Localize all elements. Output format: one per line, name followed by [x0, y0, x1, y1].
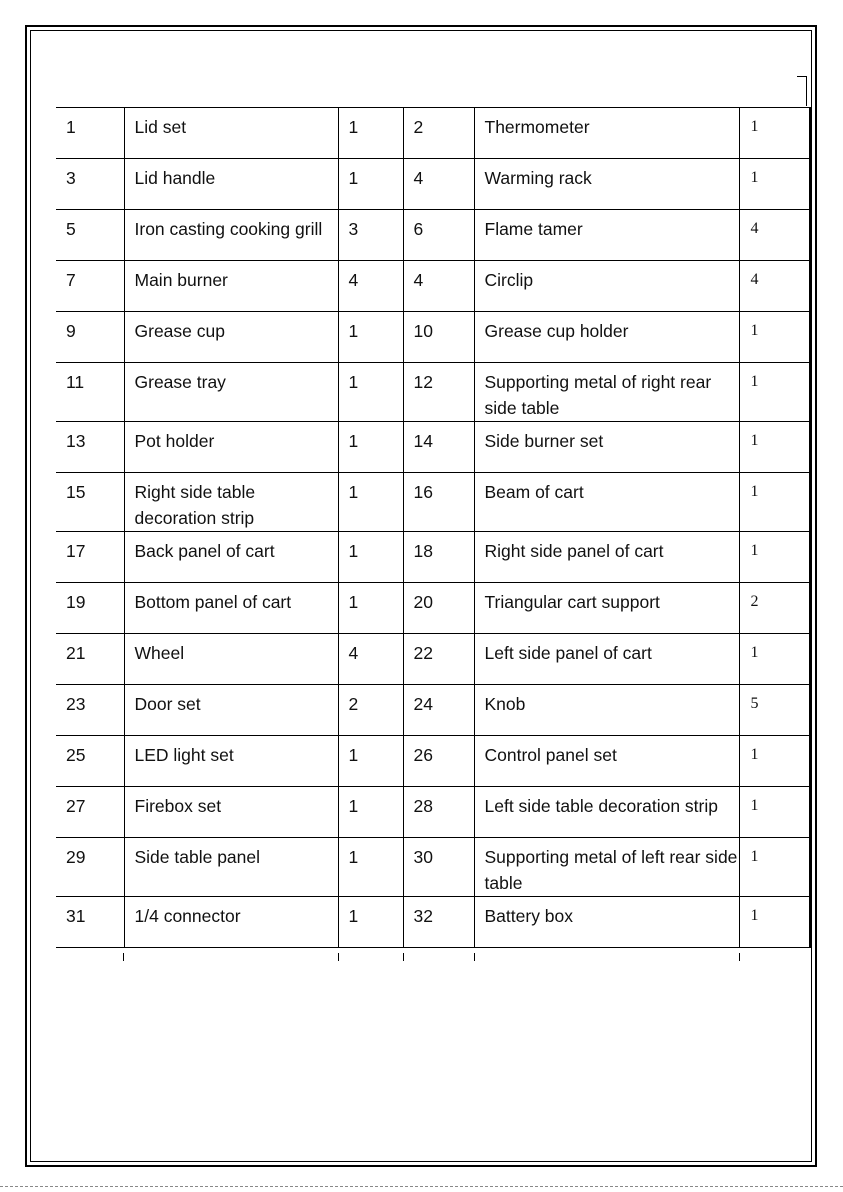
- quantity-cell: 4: [338, 634, 403, 685]
- part-name-cell: Side table panel: [124, 838, 338, 897]
- part-number-cell: 18: [403, 532, 474, 583]
- part-name-cell: Iron casting cooking grill: [124, 210, 338, 261]
- part-number-cell: 21: [56, 634, 124, 685]
- part-number-cell: 9: [56, 312, 124, 363]
- table-tail-line: [474, 953, 475, 961]
- header-no-clip: [56, 92, 122, 108]
- part-name-cell: Circlip: [474, 261, 739, 312]
- part-number-cell: 13: [56, 422, 124, 473]
- part-name-cell: Side burner set: [474, 422, 739, 473]
- part-name-cell: Wheel: [124, 634, 338, 685]
- part-number-cell: 4: [403, 261, 474, 312]
- quantity-cell: 1: [338, 838, 403, 897]
- quantity-cell: 1: [338, 363, 403, 422]
- quantity-cell: 1: [338, 897, 403, 948]
- part-name-cell: Warming rack: [474, 159, 739, 210]
- part-name-cell: Control panel set: [474, 736, 739, 787]
- part-number-cell: 20: [403, 583, 474, 634]
- quantity-cell: 1: [739, 838, 810, 897]
- quantity-cell: 1: [739, 473, 810, 532]
- part-number-cell: 24: [403, 685, 474, 736]
- page-bottom-edge: [0, 1186, 843, 1187]
- table-row: [56, 422, 810, 473]
- part-number-cell: 4: [403, 159, 474, 210]
- part-number-cell: 25: [56, 736, 124, 787]
- part-number-cell: 27: [56, 787, 124, 838]
- quantity-cell: 4: [739, 261, 810, 312]
- part-name-cell: Pot holder: [124, 422, 338, 473]
- quantity-cell: 1: [739, 159, 810, 210]
- quantity-cell: 1: [739, 422, 810, 473]
- table-row: [56, 108, 810, 159]
- header-no-b-clip: [403, 92, 473, 108]
- part-name-cell: Lid set: [124, 108, 338, 159]
- part-number-cell: 2: [403, 108, 474, 159]
- part-number-cell: 15: [56, 473, 124, 532]
- part-number-cell: 11: [56, 363, 124, 422]
- quantity-cell: 1: [739, 736, 810, 787]
- header-qty-clip: [338, 92, 402, 108]
- table-row: [56, 838, 810, 897]
- table-row: [56, 736, 810, 787]
- quantity-cell: 1: [338, 473, 403, 532]
- part-name-cell: Thermometer: [474, 108, 739, 159]
- part-name-cell: Flame tamer: [474, 210, 739, 261]
- part-name-cell: Lid handle: [124, 159, 338, 210]
- quantity-cell: 5: [739, 685, 810, 736]
- quantity-cell: 1: [739, 363, 810, 422]
- part-name-cell: Battery box: [474, 897, 739, 948]
- quantity-cell: 1: [739, 787, 810, 838]
- table-row: [56, 685, 810, 736]
- part-number-cell: 31: [56, 897, 124, 948]
- part-number-cell: 17: [56, 532, 124, 583]
- part-name-cell: Beam of cart: [474, 473, 739, 532]
- part-name-cell: Main burner: [124, 261, 338, 312]
- part-number-cell: 22: [403, 634, 474, 685]
- table-row: [56, 210, 810, 261]
- quantity-cell: 3: [338, 210, 403, 261]
- part-name-cell: Knob: [474, 685, 739, 736]
- quantity-cell: 1: [338, 736, 403, 787]
- part-name-cell: Grease cup holder: [474, 312, 739, 363]
- quantity-cell: 1: [338, 787, 403, 838]
- table-row: [56, 787, 810, 838]
- part-name-cell: Door set: [124, 685, 338, 736]
- quantity-cell: 1: [739, 634, 810, 685]
- parts-list-table: [56, 107, 811, 948]
- part-number-cell: 29: [56, 838, 124, 897]
- quantity-cell: 2: [338, 685, 403, 736]
- quantity-cell: 4: [739, 210, 810, 261]
- part-number-cell: 5: [56, 210, 124, 261]
- table-row: [56, 897, 810, 948]
- part-name-cell: Triangular cart support: [474, 583, 739, 634]
- quantity-cell: 4: [338, 261, 403, 312]
- table-tail-line: [403, 953, 404, 961]
- table-tail-line: [123, 953, 124, 961]
- part-name-cell: Back panel of cart: [124, 532, 338, 583]
- quantity-cell: 1: [739, 312, 810, 363]
- quantity-cell: 1: [739, 108, 810, 159]
- table-row: [56, 583, 810, 634]
- part-name-cell: Right side panel of cart: [474, 532, 739, 583]
- table-tail-line: [739, 953, 740, 961]
- table-row: [56, 312, 810, 363]
- table-row: [56, 159, 810, 210]
- part-number-cell: 30: [403, 838, 474, 897]
- quantity-cell: 1: [338, 583, 403, 634]
- part-number-cell: 19: [56, 583, 124, 634]
- part-name-cell: Bottom panel of cart: [124, 583, 338, 634]
- part-number-cell: 26: [403, 736, 474, 787]
- quantity-cell: 1: [338, 532, 403, 583]
- table-row: [56, 473, 810, 532]
- part-number-cell: 23: [56, 685, 124, 736]
- quantity-cell: 1: [338, 312, 403, 363]
- part-name-cell: Grease cup: [124, 312, 338, 363]
- table-row: [56, 532, 810, 583]
- part-number-cell: 3: [56, 159, 124, 210]
- part-number-cell: 6: [403, 210, 474, 261]
- part-name-cell: Left side panel of cart: [474, 634, 739, 685]
- table-row: [56, 261, 810, 312]
- part-number-cell: 10: [403, 312, 474, 363]
- table-row: [56, 363, 810, 422]
- part-number-cell: 28: [403, 787, 474, 838]
- quantity-cell: 1: [338, 159, 403, 210]
- part-number-cell: 12: [403, 363, 474, 422]
- part-name-cell: Supporting metal of left rear side table: [474, 838, 739, 897]
- part-name-cell: Supporting metal of right rear side table: [474, 363, 739, 422]
- quantity-cell: 1: [739, 897, 810, 948]
- quantity-cell: 1: [338, 108, 403, 159]
- part-name-cell: Grease tray: [124, 363, 338, 422]
- table-row: [56, 634, 810, 685]
- quantity-cell: 1: [739, 532, 810, 583]
- part-number-cell: 1: [56, 108, 124, 159]
- part-number-cell: 32: [403, 897, 474, 948]
- part-name-cell: LED light set: [124, 736, 338, 787]
- part-name-cell: Right side table decoration strip: [124, 473, 338, 532]
- table-tail-line: [338, 953, 339, 961]
- quantity-cell: 1: [338, 422, 403, 473]
- part-number-cell: 7: [56, 261, 124, 312]
- part-name-cell: 1/4 connector: [124, 897, 338, 948]
- part-number-cell: 14: [403, 422, 474, 473]
- part-number-cell: 16: [403, 473, 474, 532]
- part-name-cell: Firebox set: [124, 787, 338, 838]
- quantity-cell: 2: [739, 583, 810, 634]
- header-qty-b-clip: [739, 92, 807, 108]
- part-name-cell: Left side table decoration strip: [474, 787, 739, 838]
